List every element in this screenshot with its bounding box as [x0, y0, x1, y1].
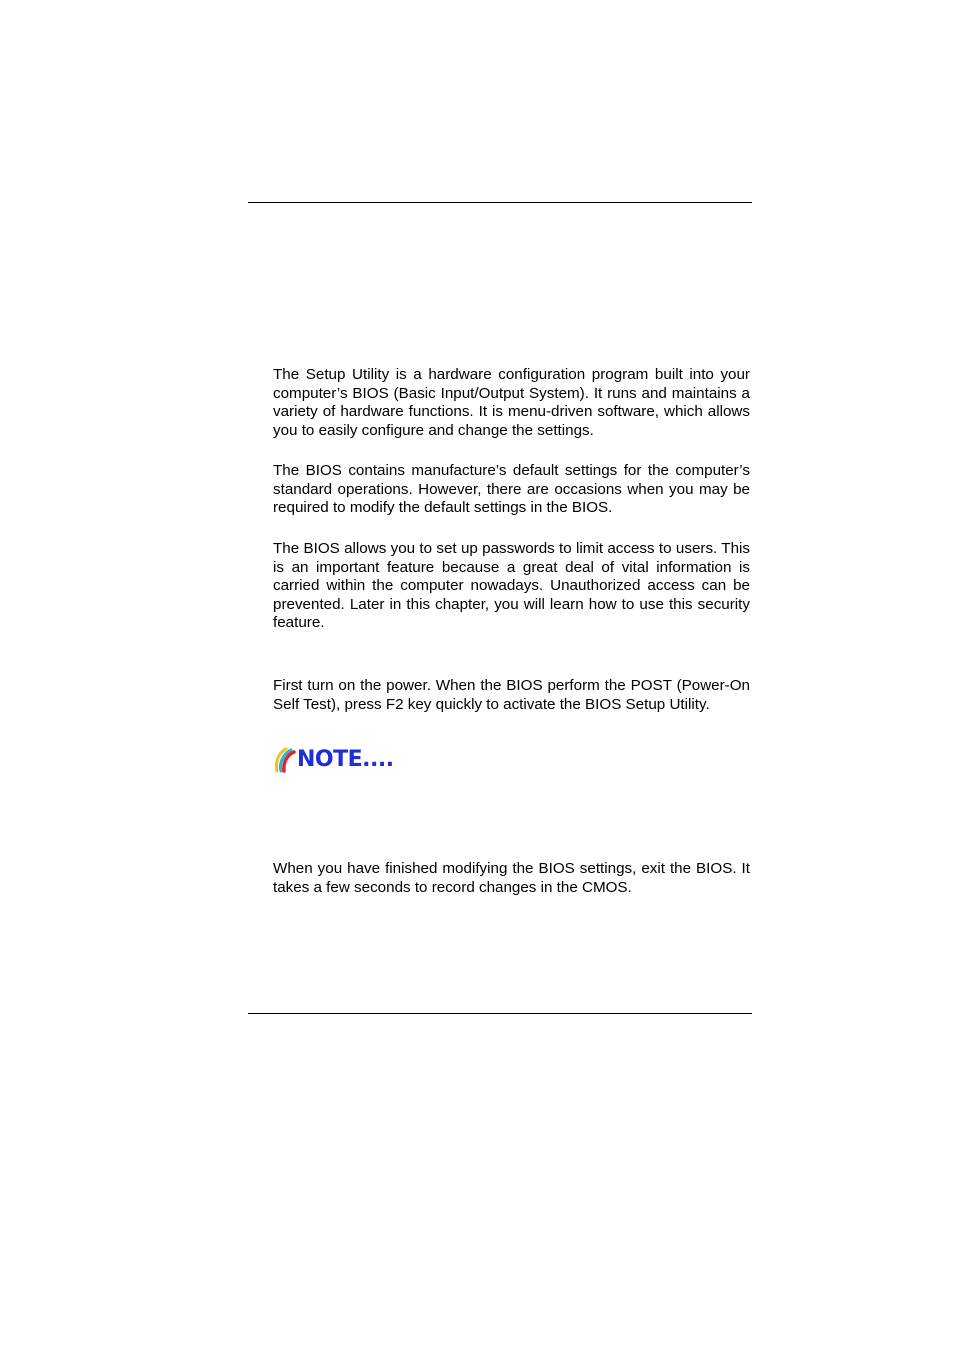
pen-swoosh-icon: [274, 747, 296, 773]
paragraph-passwords: The BIOS allows you to set up passwords to limit access to users. This is an important feature because a great deal of vital information is carried within the computer nowadays. Unauthorized access can be prevented. Later in this chapter, you will learn how to use this security feature.: [273, 540, 750, 631]
paragraph-setup-intro: The Setup Utility is a hardware configuration program built into your computer’s BIOS (Basic Input/Output System). It runs and maintains a variety of hardware functions. It is menu-driven software, which allows you to easily configure and change the settings.: [273, 366, 750, 439]
footer-rule: [248, 1013, 752, 1014]
paragraph-bios-defaults: The BIOS contains manufacture’s default settings for the computer’s standard operations. However, there are occasions when you may be required to modify the default settings in the BIOS.: [273, 462, 750, 516]
paragraph-exit-bios: When you have finished modifying the BIOS settings, exit the BIOS. It takes a few seconds to record changes in the CMOS.: [273, 860, 750, 896]
paragraph-activate-setup: First turn on the power. When the BIOS perform the POST (Power-On Self Test), press F2 key quickly to activate the BIOS Setup Utility.: [273, 677, 750, 713]
note-label: NOTE....: [297, 747, 394, 772]
header-rule: [248, 202, 752, 203]
note-logo: [274, 745, 409, 775]
